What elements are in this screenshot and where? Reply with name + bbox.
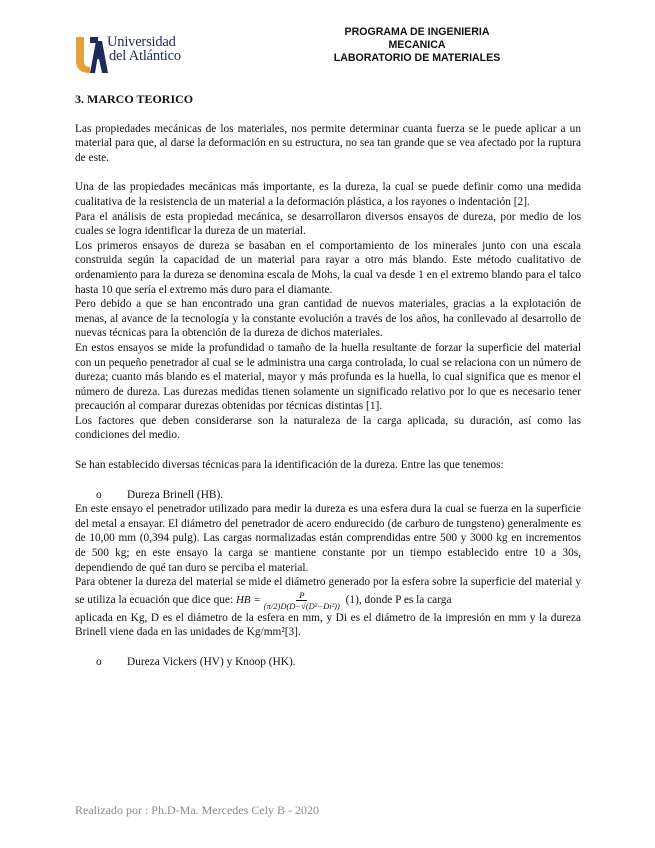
paragraph-11: aplicada en Kg, D es el diámetro de la esfera en mm, y Di es el diámetro de la impresión en mm y la dureza Brinell viene dada en las unidades de Kg/mm²[3].: [75, 611, 581, 639]
formula-denominator: (π/2)D(D−√(D²−Di²)): [263, 600, 340, 611]
logo-line-2: del Atlántico: [109, 48, 181, 64]
paragraph-3: Para el análisis de esta propiedad mecánica, se desarrollaron diversos ensayos de dureza, por medio de los cuales se logra identificar la dureza de un material.: [75, 210, 581, 238]
bullet-vickers-label: Dureza Vickers (HV) y Knoop (HK).: [127, 656, 296, 668]
paragraph-10-before: Para obtener la dureza del material se mide el diámetro generado por la esfera sobre la superficie del material y se utiliza la ecuación que dice que:: [75, 576, 581, 606]
paragraph-4: Los primeros ensayos de dureza se basaban en el comportamiento de los minerales junto con una escala construida según la capacidad de un material para rayar a otro más blando. Este método cualitativo de ordenamiento para la dureza se denomina escala de Mohs, la cual va desde 1 en el extremo blando para el talco hasta 10 que sería el extremo más duro para el diamante.: [75, 239, 581, 296]
brinell-formula: [236, 590, 343, 611]
paragraph-1: Las propiedades mecánicas de los materiales, nos permite determinar cuanta fuerza se le puede aplicar a un material para que, al darse la deformación en su estructura, no sea tan grande que se vea afectado por la ruptura de este.: [75, 122, 581, 164]
bullet-brinell: [75, 488, 581, 503]
formula-lhs: HB =: [235, 593, 261, 606]
bullet-marker: o: [96, 656, 102, 668]
bullet-brinell-label: Dureza Brinell (HB).: [127, 488, 224, 501]
bullet-vickers: [75, 655, 581, 670]
paragraph-6: En estos ensayos se mide la profundidad o tamaño de la huella resultante de forzar la superficie del material con un pequeño penetrador al cual se le administra una carga controlada, lo cual se relaciona con un número de dureza; cuanto más blando es el material, mayor y más profunda es la huella, lo cual significa que es menor el número de dureza. Las durezas medidas tienen solamente un significado relativo por lo que es necesario tener precaución al comparar durezas obtenidas por técnicas distintas [1].: [75, 341, 581, 413]
university-logo-icon: [74, 31, 108, 77]
program-line-3: LABORATORIO DE MATERIALES: [333, 52, 501, 64]
university-logo-text: [107, 35, 181, 63]
paragraph-5: Pero debido a que se han encontrado una gran cantidad de nuevos materiales, gracias a la explotación de menas, al avance de la tecnología y la constante evolución a través de los años, ha conllevado al desarrollo de nuevas técnicas para la obtención de la dureza de dichos materiales.: [75, 298, 581, 340]
paragraph-9: En este ensayo el penetrador utilizado para medir la dureza es una esfera dura la cual se fuerza en la superficie del metal a ensayar. El diámetro del penetrador de acero endurecido (de carburo de tungsteno) generalmente es de 10,00 mm (0,394 pulg). Las cargas normalizadas están comprendidas entre 500 y 3000 kg en incrementos de 500 kg; en este ensayo la carga se mantiene constante por un tiempo establecido entre 10 a 30s, dependiendo de qué tan duro se perciba el material.: [75, 503, 581, 574]
program-line-1: PROGRAMA DE INGENIERIA: [344, 26, 490, 38]
formula-numerator: P: [296, 590, 307, 601]
bullet-marker: o: [96, 488, 102, 501]
program-line-2: MECANICA: [388, 39, 446, 51]
paragraph-10-after: (1), donde P es la carga: [342, 593, 452, 606]
section-title: 3. MARCO TEORICO: [75, 92, 194, 106]
main-content: [75, 92, 581, 670]
program-header: [287, 26, 547, 65]
formula-fraction: [262, 590, 342, 611]
university-logo: [74, 31, 194, 77]
paragraph-10: [75, 575, 581, 611]
paragraph-7: Los factores que deben considerarse son la naturaleza de la carga aplicada, su duración, así como las condiciones del medio.: [75, 414, 581, 442]
logo-line-1: Universidad: [107, 34, 176, 50]
paragraph-8: Se han establecido diversas técnicas para la identificación de la dureza. Entre las que tenemos:: [75, 459, 504, 472]
footer-credit: Realizado por : Ph.D-Ma. Mercedes Cely B - 2020: [75, 803, 319, 817]
paragraph-2: Una de las propiedades mecánicas más importante, es la dureza, la cual se puede definir como una medida cualitativa de la resistencia de un material a la deformación plástica, a los rayones o indentación [2].: [75, 181, 581, 208]
